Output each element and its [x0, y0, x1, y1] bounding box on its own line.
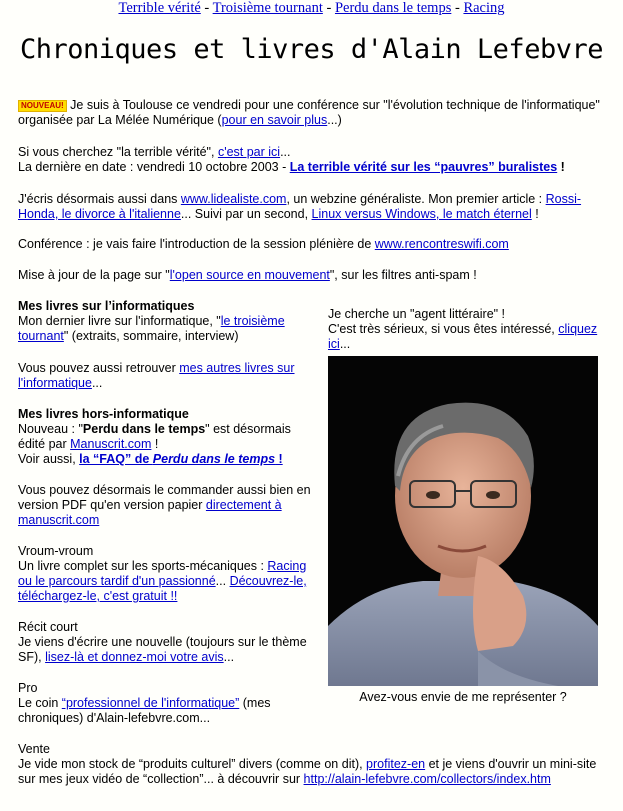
update-text: Mise à jour de la page sur "	[18, 268, 170, 282]
buralistes-link[interactable]: La terrible vérité sur les “pauvres” buralistes	[289, 160, 558, 174]
verite-paragraph	[18, 145, 608, 175]
collectors-link[interactable]: http://alain-lefebvre.com/collectors/index.htm	[303, 772, 551, 786]
livres-info-text: Mon dernier livre sur l'informatique, "	[18, 314, 221, 328]
nav-link-perdu-dans-le-temps[interactable]: Perdu dans le temps	[334, 0, 452, 16]
vente-heading: Vente	[18, 742, 50, 756]
pro-section	[18, 681, 316, 726]
webzine-text-3: ... Suivi par un second,	[180, 207, 312, 221]
hors-info-text: Nouveau : "	[18, 422, 83, 436]
verite-text-2: ...	[280, 145, 291, 159]
manuscrit-link[interactable]: Manuscrit.com	[70, 437, 152, 451]
faq-link[interactable]	[79, 452, 283, 466]
conference-paragraph	[18, 237, 608, 252]
nouvelle-link[interactable]: lisez-là et donnez-moi votre avis	[45, 650, 224, 664]
vente-section	[18, 742, 603, 787]
linux-windows-link[interactable]: Linux versus Windows, le match éternel	[311, 207, 532, 221]
top-nav	[0, 0, 623, 16]
recit-heading: Récit court	[18, 620, 78, 634]
autres-text: Vous pouvez aussi retrouver	[18, 361, 180, 375]
photo-caption: Avez-vous envie de me représenter ?	[359, 690, 567, 704]
autres-text-end: ...	[91, 376, 103, 390]
hors-info-text-2: " est désormais édité par	[18, 422, 291, 451]
autres-livres-link[interactable]: mes autres livres sur l'informatique	[18, 361, 295, 390]
nav-separator: -	[322, 0, 335, 16]
pro-text: Le coin	[18, 696, 62, 710]
telecharger-link[interactable]: Découvrez-le, téléchargez-le, c'est gratuit !!	[18, 574, 307, 603]
agent-section	[328, 307, 600, 352]
nav-link-troisieme-tournant[interactable]: Troisième tournant	[212, 0, 323, 16]
author-photo	[328, 356, 598, 686]
update-paragraph	[18, 268, 608, 283]
manuscrit-direct-link[interactable]: directement à manuscrit.com	[18, 498, 282, 527]
vente-text: Je vide mon stock de “produits culturel” divers (comme on dit),	[18, 757, 367, 771]
verite-text-end: !	[557, 160, 565, 174]
portrait-illustration	[328, 356, 598, 686]
pro-text-end: (mes chroniques) d'Alain-lefebvre.com...	[18, 696, 271, 725]
rencontreswifi-link[interactable]: www.rencontreswifi.com	[374, 237, 509, 251]
webzine-paragraph	[18, 192, 608, 222]
livres-info-section	[18, 299, 316, 344]
hors-info-text-3: !	[151, 437, 159, 451]
livres-info-heading: Mes livres sur l’informatiques	[18, 299, 195, 313]
verite-latest-text: La dernière en date : vendredi 10 octobre 2003 -	[18, 160, 290, 174]
pdf-text: Vous pouvez désormais le commander aussi bien en version PDF qu'en version papier	[18, 483, 311, 512]
nav-link-racing[interactable]: Racing	[463, 0, 505, 16]
profitez-link[interactable]: profitez-en	[366, 757, 426, 771]
agent-text: Je cherche un "agent littéraire" !	[328, 307, 506, 321]
autres-livres-paragraph	[18, 361, 316, 391]
lidealiste-link[interactable]: www.lidealiste.com	[180, 192, 287, 206]
vroum-text: Un livre complet sur les sports-mécaniques :	[18, 559, 268, 573]
vroum-text-2: ...	[215, 574, 230, 588]
page-title: Chroniques et livres d'Alain Lefebvre	[20, 34, 603, 65]
pro-heading: Pro	[18, 681, 38, 695]
agent-link[interactable]: cliquez ici	[328, 322, 598, 351]
news-more-link[interactable]: pour en savoir plus	[221, 113, 328, 127]
faq-link-text: la “FAQ” de	[79, 452, 153, 466]
verite-link[interactable]: c'est par ici	[217, 145, 281, 159]
news-text-end: ...)	[327, 113, 342, 127]
perdu-title: Perdu dans le temps	[82, 422, 206, 436]
update-text-end: ", sur les filtres anti-spam !	[329, 268, 477, 282]
webzine-text-2: , un webzine généraliste. Mon premier article :	[286, 192, 546, 206]
webzine-text: J'écris désormais aussi dans	[18, 192, 181, 206]
nav-separator: -	[451, 0, 464, 16]
rossi-honda-link[interactable]: Rossi-Honda, le divorce à l'italienne	[18, 192, 582, 221]
open-source-link[interactable]: l'open source en mouvement	[169, 268, 330, 282]
nav-separator: -	[200, 0, 213, 16]
verite-text: Si vous cherchez "la terrible vérité",	[18, 145, 218, 159]
hors-info-text-4: Voir aussi,	[18, 452, 80, 466]
vente-text-2: et je viens d'ouvrir un mini-site sur mes jeux vidéo de “collection”... à découvrir sur	[18, 757, 597, 786]
livres-info-text-end: " (extraits, sommaire, interview)	[63, 329, 239, 343]
agent-text-end: ...	[339, 337, 351, 351]
news-paragraph	[18, 98, 608, 128]
racing-link[interactable]: Racing ou le parcours tardif d'un passionné	[18, 559, 307, 588]
recit-section	[18, 620, 316, 665]
professionnel-link[interactable]: “professionnel de l'informatique”	[61, 696, 240, 710]
agent-text-2: C'est très sérieux, si vous êtes intéressé,	[328, 322, 559, 336]
new-badge: NOUVEAU!	[18, 100, 67, 112]
hors-info-heading: Mes livres hors-informatique	[18, 407, 189, 421]
faq-link-title: Perdu dans le temps	[152, 452, 276, 466]
news-text: Je suis à Toulouse ce vendredi pour une conférence sur "l'évolution technique de l'informatique" organisée par La Mélée Numérique (	[18, 98, 600, 127]
troisieme-tournant-link[interactable]: le troisième tournant	[18, 314, 285, 343]
recit-text-end: ...	[223, 650, 235, 664]
vroum-section	[18, 544, 316, 604]
pdf-paragraph	[18, 483, 316, 528]
nav-link-terrible-verite[interactable]: Terrible vérité	[118, 0, 201, 16]
recit-text: Je viens d'écrire une nouvelle (toujours sur le thème SF),	[18, 635, 307, 664]
vroum-heading: Vroum-vroum	[18, 544, 94, 558]
faq-link-end: !	[275, 452, 283, 466]
webzine-text-end: !	[531, 207, 539, 221]
conference-text: Conférence : je vais faire l'introduction de la session plénière de	[18, 237, 375, 251]
hors-info-section	[18, 407, 316, 467]
